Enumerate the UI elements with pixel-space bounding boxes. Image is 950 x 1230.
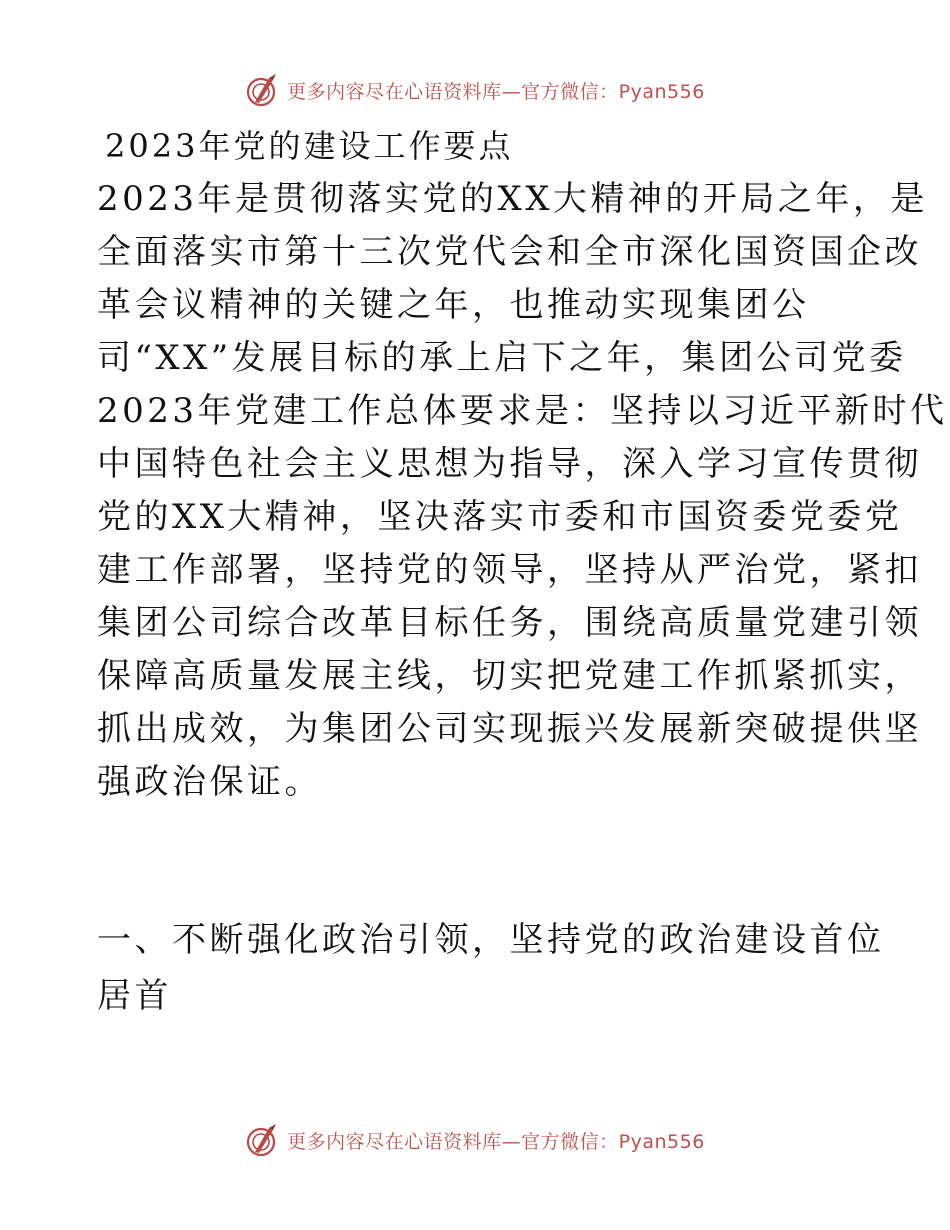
paragraph-line: 2023年党建工作总体要求是：坚持以习近平新时代 [97,391,948,431]
paragraph-line: 党的XX大精神，坚决落实市委和市国资委党委党 [97,497,903,537]
paragraph-line: 建工作部署，坚持党的领导，坚持从严治党，紧扣 [97,550,922,590]
body-paragraph [97,173,948,809]
paragraph-line: 集团公司综合改革目标任务，围绕高质量党建引领 [97,603,922,643]
paragraph-line: 强政治保证。 [97,762,322,802]
section-heading-line: 居首 [97,976,172,1016]
quill-logo-icon [245,1122,281,1158]
watermark-text: 更多内容尽在心语资料库—官方微信：Pyan556 [287,80,705,103]
quill-logo-icon [245,72,281,108]
watermark-banner-bottom [0,1120,950,1160]
paragraph-line: 革会议精神的关键之年，也推动实现集团公 [97,285,810,325]
section-heading-line: 一、不断强化政治引领，坚持党的政治建设首位 [97,920,885,960]
paragraph-line: 保障高质量发展主线，切实把党建工作抓紧抓实， [97,656,922,696]
document-title: 2023年党的建设工作要点 [105,127,514,165]
section-heading [97,912,885,1024]
paragraph-line: 司“XX”发展目标的承上启下之年，集团公司党委 [97,338,907,378]
paragraph-line: 中国特色社会主义思想为指导，深入学习宣传贯彻 [97,444,922,484]
paragraph-line: 全面落实市第十三次党代会和全市深化国资国企改 [97,232,922,272]
paragraph-line: 2023年是贯彻落实党的XX大精神的开局之年，是 [97,179,928,219]
paragraph-line: 抓出成效，为集团公司实现振兴发展新突破提供坚 [97,709,922,749]
watermark-banner-top [0,70,950,110]
watermark-text: 更多内容尽在心语资料库—官方微信：Pyan556 [287,1130,705,1153]
